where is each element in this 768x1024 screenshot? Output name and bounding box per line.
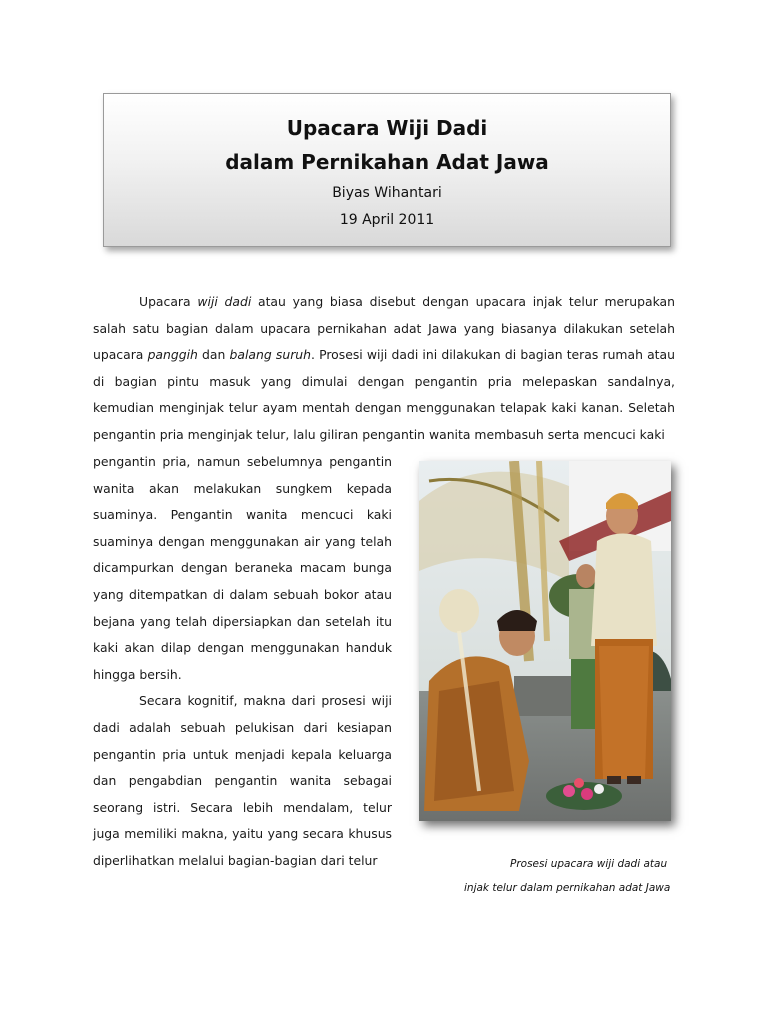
figure-caption-line1: Prosesi upacara wiji dadi atau (510, 858, 668, 870)
document-title-line1: Upacara Wiji Dadi (286, 116, 488, 140)
paragraph-intro-continued: pengantin pria, namun sebelumnya pengantin wanita akan melakukan sungkem kepada suaminya. Pengantin wanita mencuci kaki suaminya dengan menggunakan air yang telah dicampurkan dengan beraneka macam bunga yang ditempatkan di dalam sebuah bokor atau bejana yang telah dipersiapkan dan setelah itu kaki akan dilap dengan menggunakan handuk hingga bersih. (93, 454, 392, 682)
term-balang-suruh: balang suruh (229, 347, 312, 363)
figure-caption-line2: injak telur dalam pernikahan adat Jawa (464, 882, 671, 894)
term-wiji-dadi: wiji dadi (197, 294, 252, 309)
paragraph-intro: Upacara wiji dadi atau yang biasa disebut dengan upacara injak telur merupakan salah satu bagian dalam upacara pernikahan adat Jawa yang biasanya dilakukan setelah upacara panggih dan balang suruh. Prosesi wiji dadi ini dilakukan di bagian teras rumah atau di bagian pintu masuk yang dimulai dengan pengantin pria melepaskan sandalnya, kemudian menginjak telur ayam mentah dengan menggunakan telapak kaki kanan. Seletah pengantin pria menginjak telur, lalu giliran pengantin wanita membasuh serta mencuci kaki (93, 294, 675, 442)
title-box (103, 93, 671, 247)
publication-date: 19 April 2011 (339, 212, 435, 228)
author-name: Biyas Wihantari (332, 185, 442, 201)
term-panggih: panggih (147, 347, 198, 363)
paragraph-meaning: Secara kognitif, makna dari prosesi wiji dadi adalah sebuah pelukisan dari kesiapan pengantin pria untuk menjadi kepala keluarga dan pengabdian pengantin wanita sebagai seorang istri. Secara lebih mendalam, telur juga memiliki makna, yaitu yang secara khusus diperlihatkan melalui bagian-bagian dari telur (93, 693, 392, 868)
paragraph-column (93, 449, 392, 875)
wedding-ceremony-photo (419, 461, 671, 821)
document-title-line2: dalam Pernikahan Adat Jawa (225, 150, 549, 174)
